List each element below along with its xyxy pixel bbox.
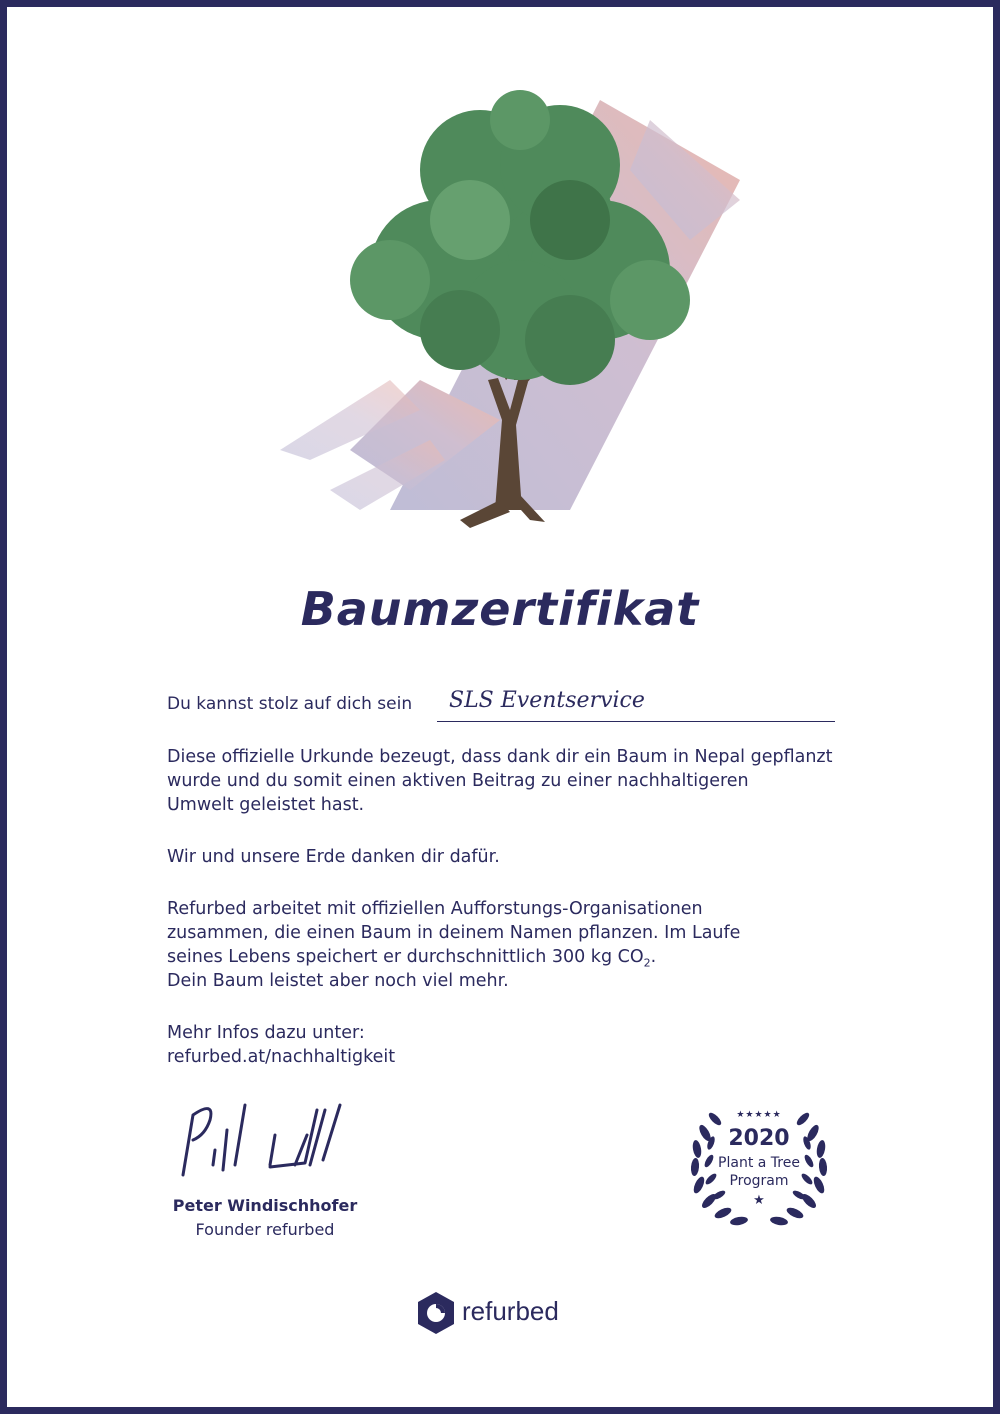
certificate-title: Baumzertifikat	[300, 582, 700, 636]
paragraph-line: Wir und unsere Erde danken dir dafür.	[167, 847, 500, 867]
paragraph-intro	[167, 745, 847, 817]
co2-text: seines Lebens speichert er durchschnittlich 300 kg CO	[167, 947, 644, 967]
paragraph-line-co2	[167, 945, 847, 969]
paragraph-line: Refurbed arbeitet mit offiziellen Aufforstungs-Organisationen	[167, 899, 703, 919]
more-info-block	[167, 1021, 847, 1069]
recipient-prefix: Du kannst stolz auf dich sein	[167, 694, 413, 714]
signatory-role: Founder refurbed	[195, 1220, 335, 1239]
tree-illustration	[270, 80, 770, 540]
badge-year: 2020	[728, 1126, 790, 1151]
badge-line1: Plant a Tree	[718, 1155, 800, 1171]
badge-stars: ★★★★★	[736, 1110, 782, 1120]
refurbed-logo-icon	[414, 1290, 458, 1336]
paragraph-line: wurde und du somit einen aktiven Beitrag zu einer nachhaltigeren	[167, 771, 749, 791]
more-info-label: Mehr Infos dazu unter:	[167, 1023, 365, 1043]
co2-suffix: .	[650, 947, 657, 967]
handwritten-signature	[175, 1095, 355, 1185]
badge-bottom-star: ★	[753, 1193, 765, 1208]
more-info-link[interactable]: refurbed.at/nachhaltigkeit	[167, 1047, 396, 1067]
brand-name: refurbed	[462, 1296, 559, 1326]
recipient-name: SLS Eventservice	[449, 688, 645, 713]
signatory-name: Peter Windischhofer	[172, 1196, 358, 1215]
paragraph-line: zusammen, die einen Baum in deinem Namen pflanzen. Im Laufe	[167, 923, 741, 943]
badge-line2: Program	[729, 1173, 789, 1189]
co2-subscript: 2	[643, 956, 651, 970]
paragraph-line: Diese offizielle Urkunde bezeugt, dass dank dir ein Baum in Nepal gepflanzt	[167, 747, 833, 767]
paragraph-thanks	[167, 845, 847, 869]
paragraph-line: Umwelt geleistet hast.	[167, 795, 365, 815]
paragraph-line: Dein Baum leistet aber noch viel mehr.	[167, 971, 509, 991]
recipient-underline	[437, 721, 835, 722]
paragraph-refurbed	[167, 897, 847, 993]
recipient-line	[167, 688, 835, 724]
